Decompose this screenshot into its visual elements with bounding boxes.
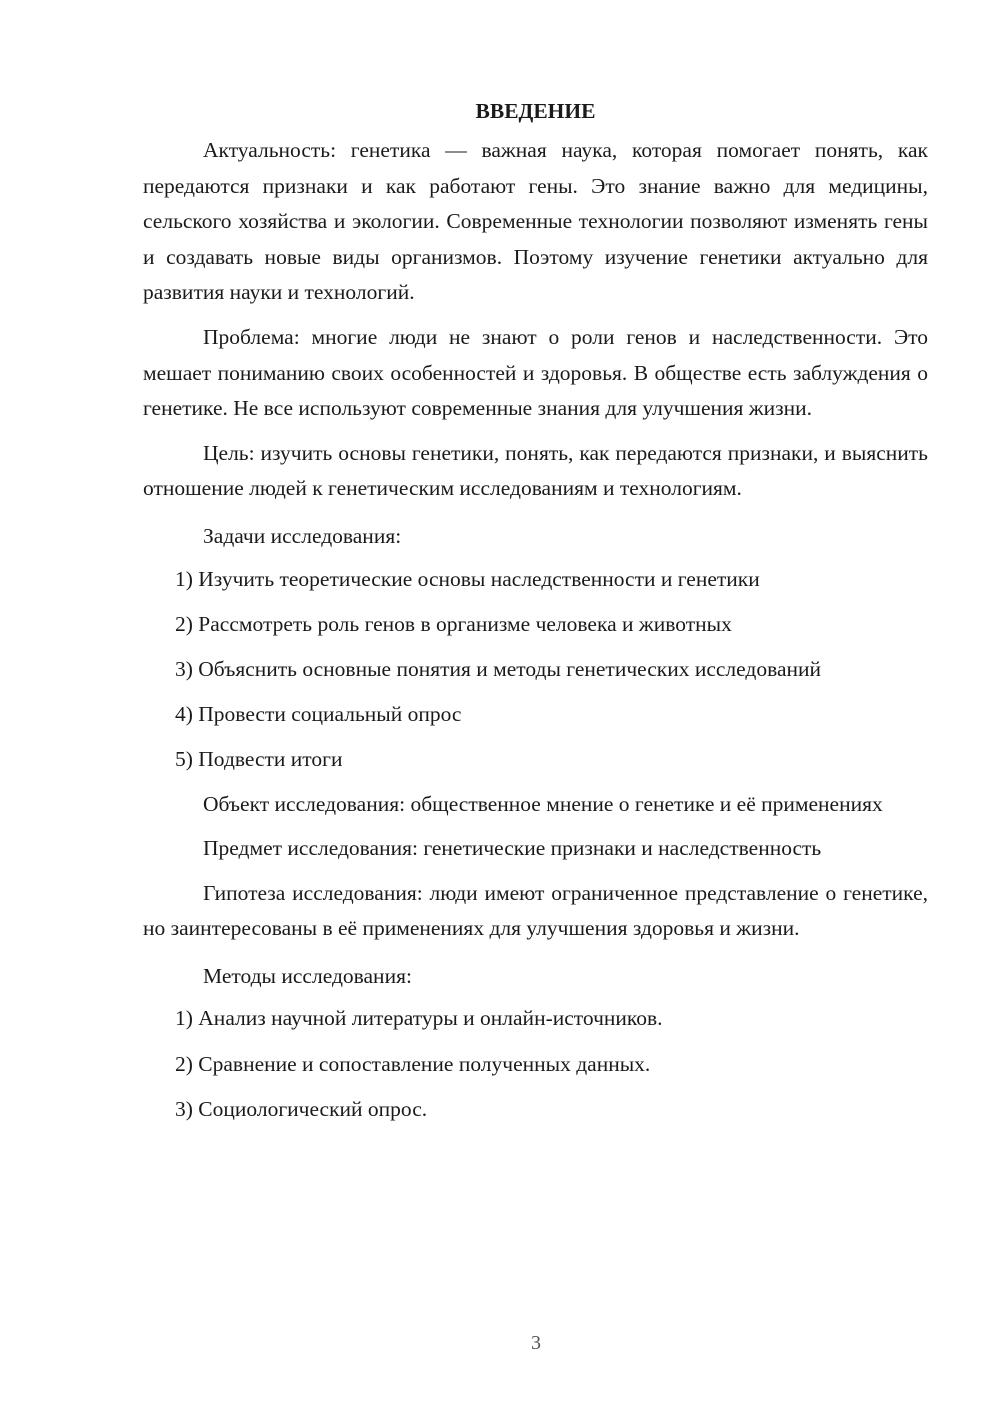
methods-title: Методы исследования: — [203, 963, 412, 988]
hypothesis-paragraph: Гипотеза исследования: люди имеют ограниченное представление о генетике, но заинтересованы в её применениях для улучшения здоровья и жизни. — [143, 880, 928, 941]
object-paragraph: Объект исследования: общественное мнение о генетике и её применениях — [203, 791, 883, 816]
list-item: 5) Подвести итоги — [175, 746, 343, 771]
list-item: 3) Социологический опрос. — [175, 1096, 428, 1121]
section-heading: ВВЕДЕНИЕ — [475, 99, 596, 123]
list-item: 2) Сравнение и сопоставление полученных данных. — [175, 1051, 651, 1076]
tasks-list — [143, 562, 928, 778]
list-item: 2) Рассмотреть роль генов в организме человека и животных — [175, 611, 732, 636]
list-item: 1) Анализ научной литературы и онлайн-источников. — [175, 1006, 663, 1031]
relevance-paragraph: Актуальность: генетика — важная наука, которая помогает понять, как передаются признаки и как работают гены. Это знание важно для медицины, сельского хозяйства и экологии. Современные технологии позволяют изменять гены и создавать новые виды организмов. Поэтому изучение генетики актуально для развития науки и технологий. — [143, 138, 928, 305]
page-content — [143, 93, 928, 1127]
goal-paragraph: Цель: изучить основы генетики, понять, как передаются признаки, и выяснить отношение людей к генетическим исследованиям и технологиям. — [143, 440, 928, 501]
page-number: 3 — [531, 1332, 541, 1354]
list-item: 3) Объяснить основные понятия и методы генетических исследований — [175, 656, 822, 681]
problem-paragraph: Проблема: многие люди не знают о роли генов и наследственности. Это мешает пониманию своих особенностей и здоровья. В обществе есть заблуждения о генетике. Не все используют современные знания для улучшения жизни. — [143, 324, 928, 421]
subject-paragraph: Предмет исследования: генетические признаки и наследственность — [203, 836, 822, 861]
methods-list — [143, 1001, 928, 1127]
list-item: 1) Изучить теоретические основы наследственности и генетики — [175, 566, 760, 591]
tasks-title: Задачи исследования: — [203, 523, 402, 548]
list-item: 4) Провести социальный опрос — [175, 701, 462, 726]
